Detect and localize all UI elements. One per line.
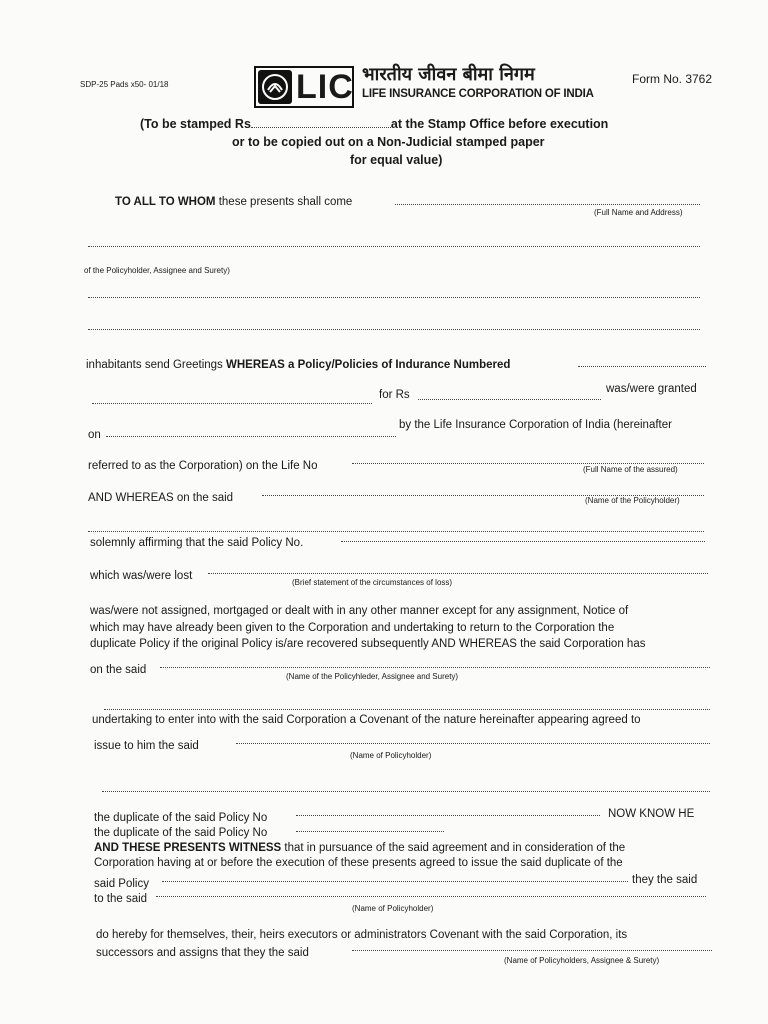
- amount-field[interactable]: [418, 398, 601, 400]
- undertaking-text: undertaking to enter into with the said Corporation a Covenant of the nature hereinafter appearing agreed to: [92, 714, 641, 726]
- witness-rest: that in pursuance of the said agreement and in consideration of the: [284, 842, 626, 854]
- corp-having-text: Corporation having at or before the execution of these presents agreed to issue the said duplicate of the: [94, 857, 623, 869]
- solemnly-text: solemnly affirming that the said Policy No.: [90, 537, 304, 549]
- said-policy-field[interactable]: [162, 880, 628, 882]
- inhabitants-text: inhabitants send Greetings: [86, 359, 223, 371]
- date-field[interactable]: [106, 435, 396, 437]
- policy-no-field[interactable]: [341, 540, 705, 542]
- to-all-rest: these presents shall come: [218, 196, 353, 208]
- policyholder-name-field-2[interactable]: [88, 530, 704, 532]
- hint-full-name-address: (Full Name and Address): [594, 208, 683, 217]
- circumstances-field[interactable]: [208, 572, 708, 574]
- were-granted-text: was/were granted: [606, 383, 697, 395]
- witness-bold: AND THESE PRESENTS WITNESS: [94, 842, 282, 854]
- form-number: Form No. 3762: [632, 72, 713, 86]
- for-rs-label: for Rs: [379, 389, 410, 401]
- referred-text: referred to as the Corporation) on the Life No: [88, 460, 318, 472]
- corporation-english-name: LIFE INSURANCE CORPORATION OF INDIA: [362, 88, 594, 100]
- logo-text: LIC: [296, 68, 354, 106]
- hint-name-policyholder-3: (Name of Policyholder): [352, 904, 434, 913]
- para1-line1: was/were not assigned, mortgaged or dealt with in any other manner except for any assignment, Notice of: [90, 605, 629, 617]
- by-lic-text: by the Life Insurance Corporation of India (hereinafter: [399, 419, 672, 431]
- to-all-line: [115, 196, 352, 208]
- undertaking-field[interactable]: [104, 708, 710, 710]
- successors-field[interactable]: [352, 949, 712, 951]
- full-name-field[interactable]: [395, 203, 700, 205]
- address-field-1[interactable]: [88, 245, 700, 247]
- and-whereas-text: AND WHEREAS on the said: [88, 492, 234, 504]
- they-the-said-text: they the said: [632, 874, 698, 886]
- lic-logo: [254, 66, 354, 108]
- said-policy-text: said Policy: [94, 878, 149, 890]
- duplicate-line-1: the duplicate of the said Policy No: [94, 812, 268, 824]
- blank-field[interactable]: [102, 790, 710, 792]
- para1-line2: which may have already been given to the Corporation and undertaking to return to the Corporation the: [90, 622, 615, 634]
- duplicate-policy-field-2[interactable]: [296, 830, 444, 832]
- name-policyholder-assignee-field[interactable]: [160, 666, 710, 668]
- to-the-said-text: to the said: [94, 893, 148, 905]
- which-lost-text: which was/were lost: [90, 570, 193, 582]
- stamp-note-line1: [140, 117, 608, 131]
- now-know-text: NOW KNOW HE: [608, 808, 695, 820]
- do-hereby-text: do hereby for themselves, their, heirs executors or administrators Covenant with the said Corporation, its: [96, 929, 628, 941]
- hint-brief-statement: (Brief statement of the circumstances of loss): [292, 578, 453, 587]
- stamp-amount-field[interactable]: [251, 117, 391, 128]
- hint-name-policyholder-2: (Name of Policyholder): [350, 751, 432, 760]
- policy-numbers-field[interactable]: [578, 365, 706, 367]
- policy-numbers-field-2[interactable]: [92, 402, 372, 404]
- witness-line: [94, 842, 625, 854]
- duplicate-line-2: the duplicate of the said Policy No: [94, 827, 268, 839]
- hint-full-name-assured: (Full Name of the assured): [583, 465, 678, 474]
- hint-name-policyhleder: (Name of the Policyhleder, Assignee and Surety): [286, 672, 459, 681]
- stamp-note-line3: for equal value): [350, 153, 443, 167]
- whereas-policy-text: WHEREAS a Policy/Policies of Indurance Numbered: [226, 359, 511, 371]
- hint-name-policyholder: (Name of the Policyholder): [585, 496, 680, 505]
- corporation-hindi-name: भारतीय जीवन बीमा निगम: [362, 64, 535, 85]
- stamp-label: (To be stamped Rs: [140, 117, 251, 131]
- successors-text: successors and assigns that they the said: [96, 947, 309, 959]
- para1-line3: duplicate Policy if the original Policy is/are recovered subsequently AND WHEREAS the said Corporation has: [90, 638, 646, 650]
- address-field-3[interactable]: [88, 328, 700, 330]
- on-the-said-text: on the said: [90, 664, 147, 676]
- inhabitants-line: [86, 359, 510, 371]
- stamp-note-line2: or to be copied out on a Non-Judicial stamped paper: [232, 135, 545, 149]
- hint-policyholder-assignee-surety: of the Policyholder, Assignee and Surety): [84, 266, 230, 275]
- sdp-code: SDP-25 Pads x50- 01/18: [80, 80, 169, 89]
- life-no-field[interactable]: [352, 462, 704, 464]
- stamp-office-text: at the Stamp Office before execution: [390, 117, 609, 131]
- lic-emblem-icon: [258, 70, 292, 104]
- hint-policyholders-assignee: (Name of Policyholders, Assignee & Surety): [504, 956, 660, 965]
- issue-to-him-text: issue to him the said: [94, 740, 199, 752]
- and-whereas-label: [88, 492, 233, 504]
- to-the-said-field[interactable]: [156, 895, 706, 897]
- to-all-bold: TO ALL TO WHOM: [115, 196, 216, 208]
- duplicate-policy-field-1[interactable]: [296, 814, 600, 816]
- issue-to-field[interactable]: [236, 742, 710, 744]
- address-field-2[interactable]: [88, 296, 700, 298]
- on-label: on: [88, 429, 101, 441]
